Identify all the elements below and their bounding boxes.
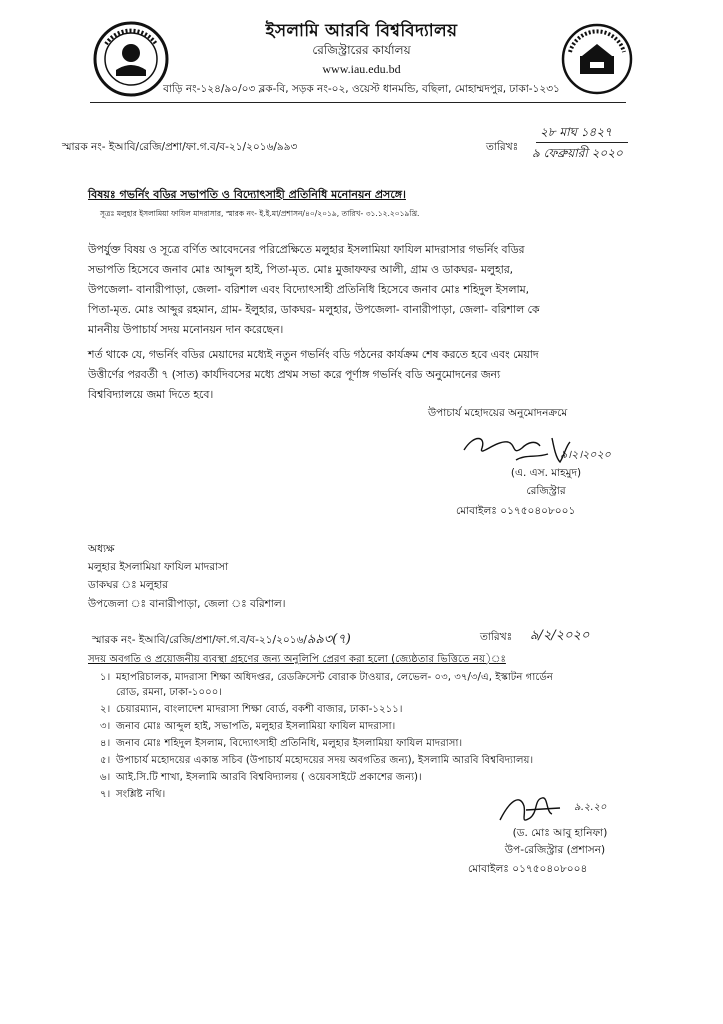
- signature-date-1: ৯।২।২০২০: [560, 448, 611, 461]
- body-paragraph-1: [88, 240, 638, 340]
- copy-memo-prefix: স্মারক নং- ইআবি/রেজি/প্রশা/ফা.গ.ব/ব-২১/২০১৬/: [92, 634, 307, 646]
- list-text: চেয়ারম্যান, বাংলাদেশ মাদরাসা শিক্ষা বোর্ড, বকশী বাজার, ঢাকা-১২১১।: [116, 704, 403, 715]
- copy-memo-number: ৯৯৩(৭): [306, 632, 351, 647]
- date-divider: [536, 142, 628, 143]
- paragraph-line: উপজেলা- বানারীপাড়া, জেলা- বরিশাল এবং বিদ্যোৎসাহী প্রতিনিধি হিসেবে জনাব মোঃ শহিদুল ইসলাম,: [88, 283, 530, 296]
- registrar-designation: রেজিস্ট্রার: [526, 485, 566, 497]
- list-number: ৪।: [100, 738, 111, 749]
- list-item: [100, 736, 640, 751]
- letterhead-divider: [90, 102, 626, 103]
- date-bangla: ২৮ মাঘ ১৪২৭: [540, 125, 612, 139]
- approval-line: উপাচার্য মহোদয়ের অনুমোদনক্রমে: [428, 407, 568, 419]
- list-number: ৬।: [100, 772, 111, 783]
- list-number: ২।: [100, 704, 111, 715]
- website-link[interactable]: www.iau.edu.bd: [322, 62, 401, 76]
- signature-date-2: ৯.২.২০: [574, 802, 607, 813]
- registrar-name: (এ. এস. মাহমুদ): [510, 467, 582, 479]
- deputy-registrar-designation: উপ-রেজিস্ট্রার (প্রশাসন): [504, 844, 606, 856]
- list-text: মহাপরিচালক, মাদরাসা শিক্ষা অধিদপ্তর, রেডক্রিসেন্ট বোরাক টাওয়ার, লেভেল- ০৩, ৩৭/৩/এ, ইস্কাটন গার্ডেন: [116, 672, 553, 683]
- list-item: [100, 753, 640, 768]
- list-item: [100, 670, 640, 700]
- copy-date-label: তারিখঃ: [480, 631, 513, 643]
- addressee-upazila: উপজেলা ঃ বানারীপাড়া, জেলা ঃ বরিশাল।: [88, 598, 286, 610]
- list-text: আই.সি.টি শাখা, ইসলামি আরবি বিশ্ববিদ্যালয় ( ওয়েবসাইটে প্রকাশের জন্য)।: [116, 772, 422, 783]
- list-number: ৫।: [100, 755, 111, 766]
- list-item: [100, 702, 640, 717]
- deputy-registrar-mobile: মোবাইলঃ ০১৭৫০৪০৮০০৪: [468, 863, 588, 875]
- copy-heading: সদয় অবগতি ও প্রয়োজনীয় ব্যবস্থা গ্রহণের জন্য অনুলিপি প্রেরণ করা হলো (জ্যেষ্ঠতার ভিত্তিতে নয়)ঃ: [88, 654, 506, 665]
- list-number: ৭।: [100, 789, 111, 800]
- addressee-title: অধ্যক্ষ: [88, 543, 115, 555]
- paragraph-line: সভাপতি হিসেবে জনাব মোঃ আব্দুল হাই, পিতা-মৃত. মোঃ মুজাফফর আলী, গ্রাম ও ডাকঘর- মলুহার,: [88, 263, 514, 276]
- addressee-institution: মলুহার ইসলামিয়া ফাযিল মাদরাসা: [88, 561, 229, 573]
- copy-memo-reference: [92, 630, 351, 651]
- registrar-office: রেজিস্ট্রারের কার্যালয়: [312, 43, 411, 57]
- date-label: তারিখঃ: [486, 141, 519, 153]
- paragraph-line: বিশ্ববিদ্যালয়ে জমা দিতে হবে।: [88, 388, 214, 401]
- paragraph-line: মাননীয় উপাচার্য সদয় মনোনয়ন দান করেছেন।: [88, 323, 284, 336]
- source-reference: সূত্রঃ মলুহার ইসলামিয়া ফাযিল মাদরাসার, স্মারক নং- ই.ই.মা/প্রশাসন/৪০/২০১৯, তারিখ- ৩১.১২.২০১৯খ্রি.: [100, 209, 420, 218]
- list-item: [100, 770, 640, 785]
- subject-line: বিষয়ঃ গভর্নিং বডির সভাপতি ও বিদ্যোৎসাহী প্রতিনিধি মনোনয়ন প্রসঙ্গে।: [88, 188, 406, 201]
- deputy-registrar-name: (ড. মোঃ আবু হানিফা): [512, 827, 608, 839]
- paragraph-line: উত্তীর্ণের পরবর্তী ৭ (সাত) কার্যদিবসের মধ্যে প্রথম সভা করে পূর্ণাঙ্গ গভর্নিং বডি অনুমোদনের জন্য: [88, 368, 501, 381]
- address: বাড়ি নং-১২৪/৯০/০৩ ব্লক-বি, সড়ক নং-০২, ওয়েস্ট ধানমন্ডি, বছিলা, মোহাম্মদপুর, ঢাকা-১২৩১: [163, 83, 560, 95]
- memo-reference: স্মারক নং- ইআবি/রেজি/প্রশা/ফা.গ.ব/ব-২১/২০১৬/৯৯৩: [62, 141, 298, 153]
- paragraph-line: উপর্যুক্ত বিষয় ও সূত্রে বর্ণিত আবেদনের পরিপ্রেক্ষিতে মলুহার ইসলামিয়া ফাযিল মাদরাসার গভর্নিং বডির: [88, 243, 525, 256]
- university-name: ইসলামি আরবি বিশ্ববিদ্যালয়: [265, 21, 458, 41]
- list-text: জনাব মোঃ আব্দুল হাই, সভাপতি, মলুহার ইসলামিয়া ফাযিল মাদরাসা।: [116, 721, 396, 732]
- paragraph-line: পিতা-মৃত. মোঃ আব্দুর রহমান, গ্রাম- ইলুহার, ডাকঘর- মলুহার, উপজেলা- বানারীপাড়া, জেলা- বরিশাল কে: [88, 303, 540, 316]
- list-item: [100, 719, 640, 734]
- list-text: রোড, রমনা, ঢাকা-১০০০।: [116, 687, 223, 698]
- list-text: জনাব মোঃ শহিদুল ইসলাম, বিদ্যোৎসাহী প্রতিনিধি, মলুহার ইসলামিয়া ফাযিল মাদরাসা।: [116, 738, 463, 749]
- date-english: ৯ ফেব্রুয়ারী ২০২০: [532, 146, 623, 160]
- list-text: উপাচার্য মহোদয়ের একান্ত সচিব (উপাচার্য মহোদয়ের সদয় অবগতির জন্য), ইসলামি আরবি বিশ্ববিদ্যালয়।: [116, 755, 534, 766]
- addressee-post: ডাকঘর ঃ মলুহার: [88, 579, 169, 591]
- list-number: ৩।: [100, 721, 111, 732]
- body-paragraph-2: [88, 345, 638, 405]
- list-text: সংশ্লিষ্ট নথি।: [116, 789, 166, 800]
- copy-date: ৯/২/২০২০: [530, 628, 590, 643]
- registrar-mobile: মোবাইলঃ ০১৭৫০৪০৮০০১: [456, 505, 576, 517]
- list-number: ১।: [100, 672, 111, 683]
- paragraph-line: শর্ত থাকে যে, গভর্নিং বডির মেয়াদের মধ্যেই নতুন গভর্নিং বডি গঠনের কার্যক্রম শেষ করতে হবে এবং মেয়াদ: [88, 348, 539, 361]
